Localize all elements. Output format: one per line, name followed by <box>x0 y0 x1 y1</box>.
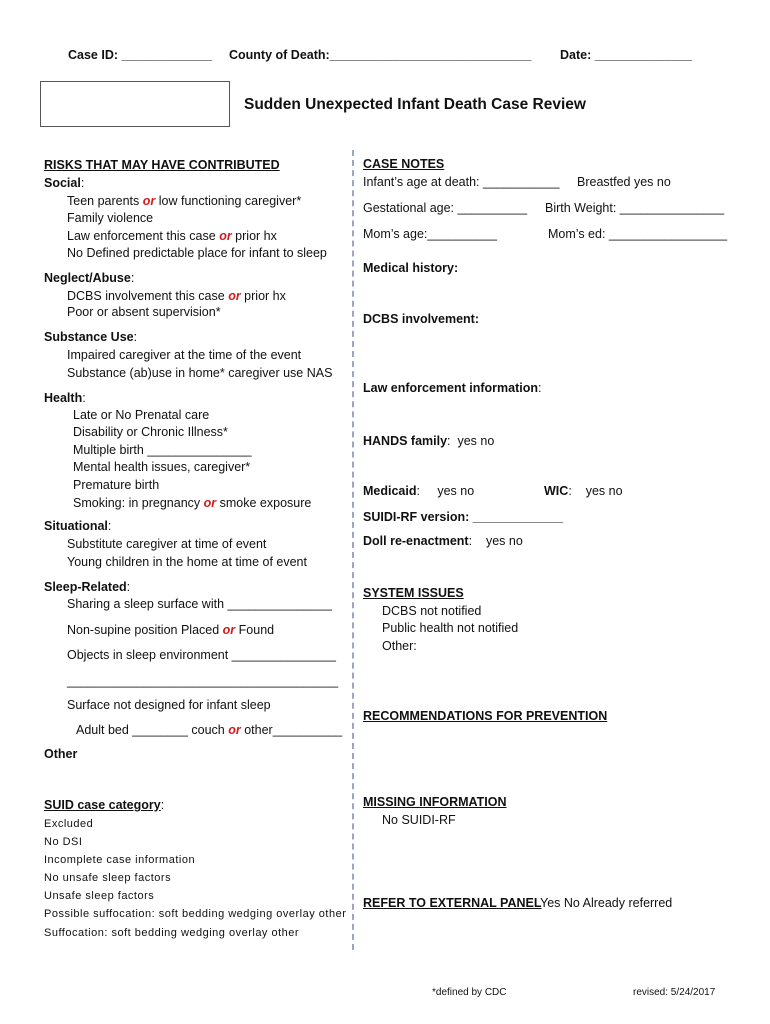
law-enforcement-label: Law enforcement information: <box>363 381 542 395</box>
sleep-item-3: Objects in sleep environment _______________ <box>67 648 336 662</box>
birth-weight-field: Birth Weight: _______________ <box>545 201 725 215</box>
date-field: Date: ______________ <box>560 48 693 62</box>
neglect-item-1: DCBS involvement this case or prior hx <box>67 289 286 303</box>
refer-external-heading: REFER TO EXTERNAL PANEL <box>363 896 542 910</box>
system-issue-item: Public health not notified <box>382 621 519 635</box>
page-title: Sudden Unexpected Infant Death Case Review <box>244 96 586 113</box>
wic-field: WIC: yes no <box>544 484 623 498</box>
column-divider <box>352 150 354 950</box>
other-heading: Other <box>44 747 78 761</box>
suid-item: Suffocation: soft bedding wedging overlay other <box>44 927 300 939</box>
suid-category-heading: SUID case category: <box>44 798 165 812</box>
hands-family-field: HANDS family: yes no <box>363 434 495 448</box>
case-notes-heading: CASE NOTES <box>363 157 445 171</box>
doll-reenactment-field: Doll re-enactment: yes no <box>363 534 523 548</box>
cdc-footnote: *defined by CDC <box>432 987 507 998</box>
sleep-heading: Sleep-Related: <box>44 580 131 594</box>
missing-item: No SUIDI-RF <box>382 813 456 827</box>
breastfed-field: Breastfed yes no <box>577 175 671 189</box>
missing-information-heading: MISSING INFORMATION <box>363 795 507 809</box>
suid-item: Unsafe sleep factors <box>44 890 155 902</box>
health-item-1: Late or No Prenatal care <box>73 408 210 422</box>
case-id-field: Case ID: _____________ <box>68 48 212 62</box>
situational-heading: Situational: <box>44 519 112 533</box>
infant-age-field: Infant’s age at death: ___________ <box>363 175 560 189</box>
health-item-5: Premature birth <box>73 478 160 492</box>
social-heading: Social: <box>44 176 85 190</box>
substance-item-2: Substance (ab)use in home* caregiver use NAS <box>67 366 333 380</box>
mom-age-field: Mom’s age:__________ <box>363 227 497 241</box>
medicaid-field: Medicaid: yes no <box>363 484 475 498</box>
social-item-2: Family violence <box>67 211 154 225</box>
situational-item-1: Substitute caregiver at time of event <box>67 537 267 551</box>
sleep-item-2: Non-supine position Placed or Found <box>67 623 275 637</box>
system-issues-heading: SYSTEM ISSUES <box>363 586 464 600</box>
logo-placeholder-box <box>40 81 230 127</box>
medical-history-label: Medical history: <box>363 261 459 275</box>
health-item-3: Multiple birth _______________ <box>73 443 252 457</box>
neglect-item-2: Poor or absent supervision* <box>67 305 221 319</box>
suid-item: No DSI <box>44 836 83 848</box>
sleep-item-5: Adult bed ________ couch or other__________ <box>76 723 343 737</box>
social-item-3: Law enforcement this case or prior hx <box>67 229 277 243</box>
system-issue-item: Other: <box>382 639 417 653</box>
substance-heading: Substance Use: <box>44 330 138 344</box>
health-item-6: Smoking: in pregnancy or smoke exposure <box>73 496 312 510</box>
suid-item: Excluded <box>44 818 94 830</box>
neglect-heading: Neglect/Abuse: <box>44 271 135 285</box>
recommendations-heading: RECOMMENDATIONS FOR PREVENTION <box>363 709 608 723</box>
refer-options: Yes No Already referred <box>540 896 673 910</box>
substance-item-1: Impaired caregiver at the time of the event <box>67 348 302 362</box>
sleep-item-4: Surface not designed for infant sleep <box>67 698 271 712</box>
sleep-item-3-line: _______________________________________ <box>67 674 339 688</box>
situational-item-2: Young children in the home at time of event <box>67 555 307 569</box>
health-item-2: Disability or Chronic Illness* <box>73 425 228 439</box>
social-item-4: No Defined predictable place for infant to sleep <box>67 246 327 260</box>
mom-ed-field: Mom’s ed: _________________ <box>548 227 728 241</box>
social-item-1: Teen parents or low functioning caregiver* <box>67 194 302 208</box>
gestational-age-field: Gestational age: __________ <box>363 201 528 215</box>
risks-heading: RISKS THAT MAY HAVE CONTRIBUTED <box>44 158 280 172</box>
health-heading: Health: <box>44 391 86 405</box>
revised-date: revised: 5/24/2017 <box>633 987 716 998</box>
health-item-4: Mental health issues, caregiver* <box>73 460 251 474</box>
county-of-death-field: County of Death:_____________________________ <box>229 48 532 62</box>
system-issue-item: DCBS not notified <box>382 604 482 618</box>
sleep-item-1: Sharing a sleep surface with _______________ <box>67 597 332 611</box>
suid-item: Possible suffocation: soft bedding wedging overlay other <box>44 908 347 920</box>
suid-item: Incomplete case information <box>44 854 196 866</box>
suidi-version-field: SUIDI-RF version: _____________ <box>363 510 564 524</box>
dcbs-involvement-label: DCBS involvement: <box>363 312 479 326</box>
suid-item: No unsafe sleep factors <box>44 872 172 884</box>
